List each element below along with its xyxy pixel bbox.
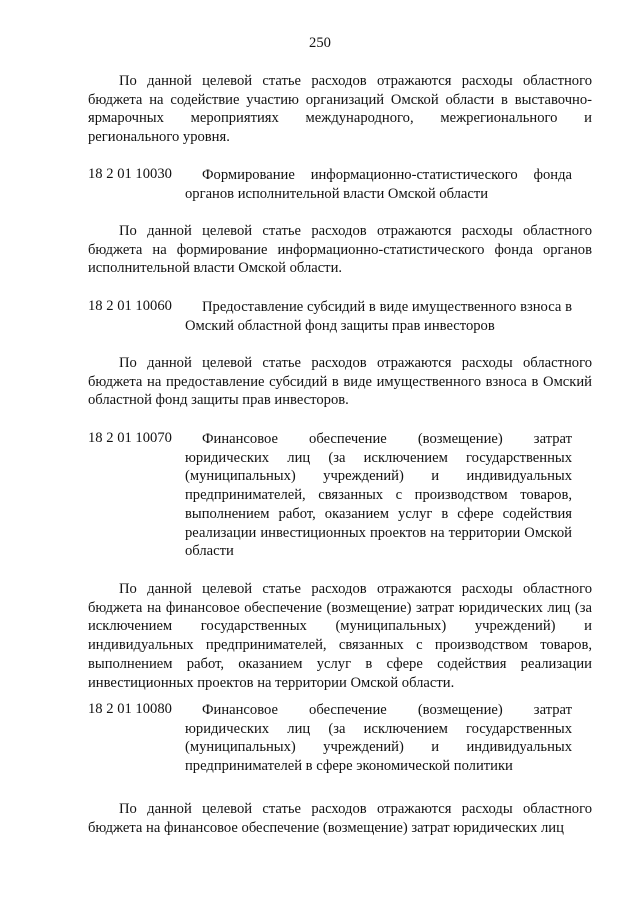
paragraph-investment-projects: По данной целевой статье расходов отражаются расходы областного бюджета на финансовое обеспечение (возмещение) затрат юридических лиц (за исключением государственных (муниципальных) учреждений) и индивидуальных предпринимателей, связанных с производством товаров, выполнением работ, оказанием услуг в сфере содействия реализации инвестиционных проектов на территории Омской области.: [88, 581, 592, 691]
entry-title: Предоставление субсидий в виде имущественного взноса в Омский областной фонд защиты прав инвесторов: [185, 299, 572, 334]
entry-title: Формирование информационно-статистического фонда органов исполнительной власти Омской области: [185, 167, 572, 202]
entry-code: 18 2 01 10080: [88, 701, 172, 717]
paragraph-investor-fund: По данной целевой статье расходов отражаются расходы областного бюджета на предоставление субсидий в виде имущественного взноса в Омский областной фонд защиты прав инвесторов.: [88, 355, 592, 409]
entry-title: Финансовое обеспечение (возмещение) затрат юридических лиц (за исключением государственных (муниципальных) учреждений) и индивидуальных предпринимателей, связанных с производством товаров, выполнением работ, оказанием услуг в сфере содействия реализации инвестиционных проектов на территории Омской области: [185, 431, 572, 560]
paragraph-exhibition-support: По данной целевой статье расходов отражаются расходы областного бюджета на содействие участию организаций Омской области в выставочно-ярмарочных мероприятиях международного, межрегионального и регионального уровня.: [88, 73, 592, 146]
entry-code: 18 2 01 10030: [88, 166, 172, 182]
page-number: 250: [309, 35, 331, 51]
paragraph-statistical-fund: По данной целевой статье расходов отражаются расходы областного бюджета на формирование информационно-статистического фонда органов исполнительной власти Омской области.: [88, 223, 592, 277]
entry-code: 18 2 01 10070: [88, 430, 172, 446]
entry-18-2-01-10060: [88, 298, 572, 335]
entry-code: 18 2 01 10060: [88, 298, 172, 314]
entry-title: Финансовое обеспечение (возмещение) затрат юридических лиц (за исключением государственных (муниципальных) учреждений) и индивидуальных предпринимателей в сфере экономической политики: [185, 702, 572, 775]
entry-18-2-01-10080: [88, 701, 572, 776]
paragraph-economic-policy: По данной целевой статье расходов отражаются расходы областного бюджета на финансовое обеспечение (возмещение) затрат юридических лиц: [88, 801, 592, 836]
entry-18-2-01-10030: [88, 166, 572, 203]
entry-18-2-01-10070: [88, 430, 572, 561]
